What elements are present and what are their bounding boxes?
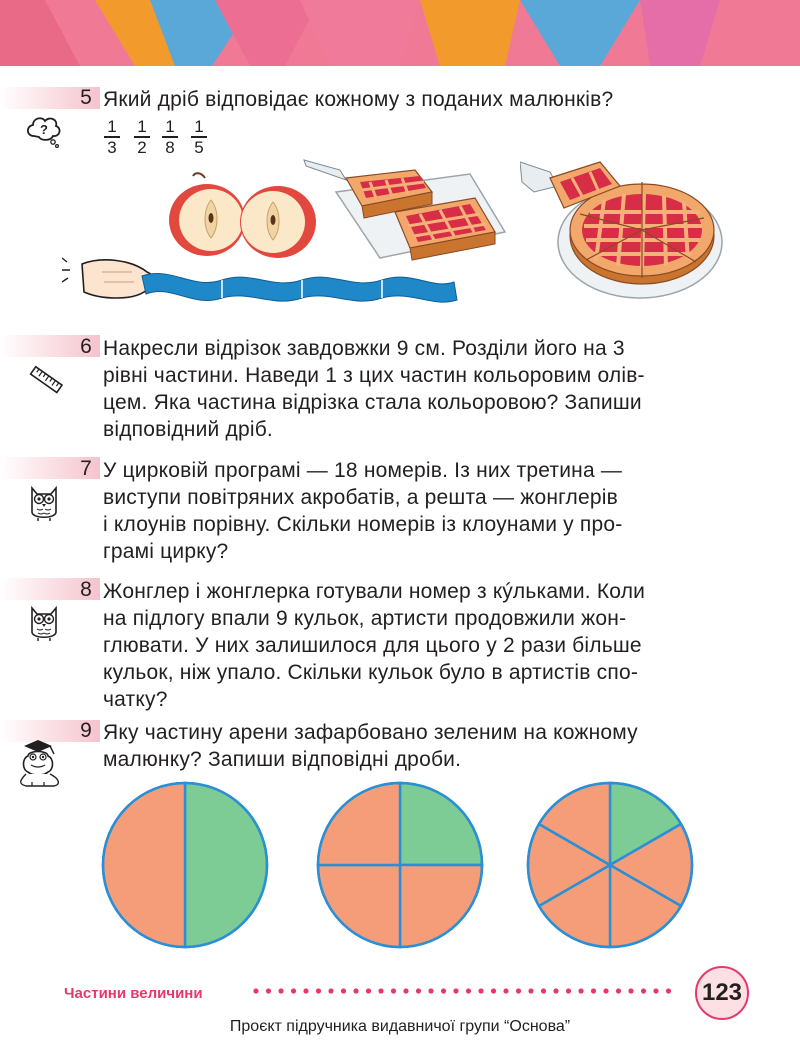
- publisher-credit: Проєкт підручника видавничої групи “Основа”: [229, 1018, 571, 1035]
- apple-halves-illustration: [165, 170, 320, 260]
- leader-dot: [516, 988, 521, 993]
- owl-icon: [28, 482, 60, 522]
- fraction: 1 8: [162, 118, 178, 156]
- arena-circles: [100, 780, 700, 950]
- fraction: 1 2: [134, 118, 150, 156]
- arena-circle-halves: [103, 783, 267, 947]
- task-text: Який дріб відповідає кожному з поданих малюнків?: [103, 88, 614, 111]
- leader-dot: [353, 988, 358, 993]
- task-number: 6: [80, 335, 92, 358]
- task-number: 9: [80, 719, 92, 742]
- leader-dot: [328, 988, 333, 993]
- leader-dot: [666, 988, 671, 993]
- leader-dot: [566, 988, 571, 993]
- leader-dot: [503, 988, 508, 993]
- orange-sector: [103, 783, 185, 947]
- leader-dot: [253, 988, 258, 993]
- leader-dot: [466, 988, 471, 993]
- leader-dot: [478, 988, 483, 993]
- arena-circle-quarters: [318, 783, 482, 947]
- fraction: 1 5: [191, 118, 207, 156]
- leader-dot: [291, 988, 296, 993]
- thinking-cloud-icon: [24, 114, 64, 150]
- task-text: Накресли відрізок завдовжки 9 см. Розділи його на 3 рівні частини. Наведи 1 з цих частин кольоровим олів- цем. Яка частина відрізка стала кольоровою? Запиши відповідний дріб.: [103, 337, 645, 441]
- task-text: У цирковій програмі — 18 номерів. Із них третина — виступи повітряних акробатів, а решта — жонглерів і клоунів порівну. Скільки номерів із клоунами у про- грамі цирку?: [103, 459, 623, 563]
- leader-dot: [303, 988, 308, 993]
- task-number: 8: [80, 578, 92, 601]
- leader-dot: [491, 988, 496, 993]
- leader-dot: [603, 988, 608, 993]
- top-banner: [0, 0, 800, 66]
- owl-icon: [28, 602, 60, 642]
- ruler-icon: [28, 362, 64, 398]
- leader-dot: [653, 988, 658, 993]
- page-number: 123: [695, 966, 749, 1020]
- leader-dot: [266, 988, 271, 993]
- cake-slices-illustration: [300, 152, 510, 267]
- leader-dot: [553, 988, 558, 993]
- leader-dot: [341, 988, 346, 993]
- leader-dot: [541, 988, 546, 993]
- leader-dot: [316, 988, 321, 993]
- leader-dot: [366, 988, 371, 993]
- leader-dot: [278, 988, 283, 993]
- task-number: 7: [80, 457, 92, 480]
- task-text: Жонглер і жонглерка готували номер з кýльками. Коли на підлогу впали 9 кульок, артисти продовжили жон- глювати. У них залишилося для цього у 2 рази більше кульок, ніж упало. Скільки кульок було в артистів спо- чатку?: [103, 580, 646, 711]
- leader-dot: [628, 988, 633, 993]
- leader-dot: [616, 988, 621, 993]
- task-text: Яку частину арени зафарбовано зеленим на кожному малюнку? Запиши відповідні дроби.: [103, 721, 638, 771]
- leader-dot: [403, 988, 408, 993]
- leader-dot: [453, 988, 458, 993]
- leader-dot: [578, 988, 583, 993]
- leader-dot: [391, 988, 396, 993]
- leader-dot: [416, 988, 421, 993]
- fraction: 1 3: [104, 118, 120, 156]
- task-number: 5: [80, 86, 92, 109]
- leader-dot: [441, 988, 446, 993]
- leader-dot: [528, 988, 533, 993]
- frog-graduate-icon: [14, 740, 70, 790]
- leader-dot: [591, 988, 596, 993]
- arena-circle-sixths: [528, 783, 692, 947]
- dotted-leader: [252, 983, 682, 999]
- svg-text:?: ?: [40, 122, 48, 137]
- leader-dot: [641, 988, 646, 993]
- lattice-pie-illustration: [520, 152, 730, 302]
- leader-dot: [428, 988, 433, 993]
- green-sector: [185, 783, 267, 947]
- leader-dot: [378, 988, 383, 993]
- section-title: Частини величини: [64, 985, 203, 1002]
